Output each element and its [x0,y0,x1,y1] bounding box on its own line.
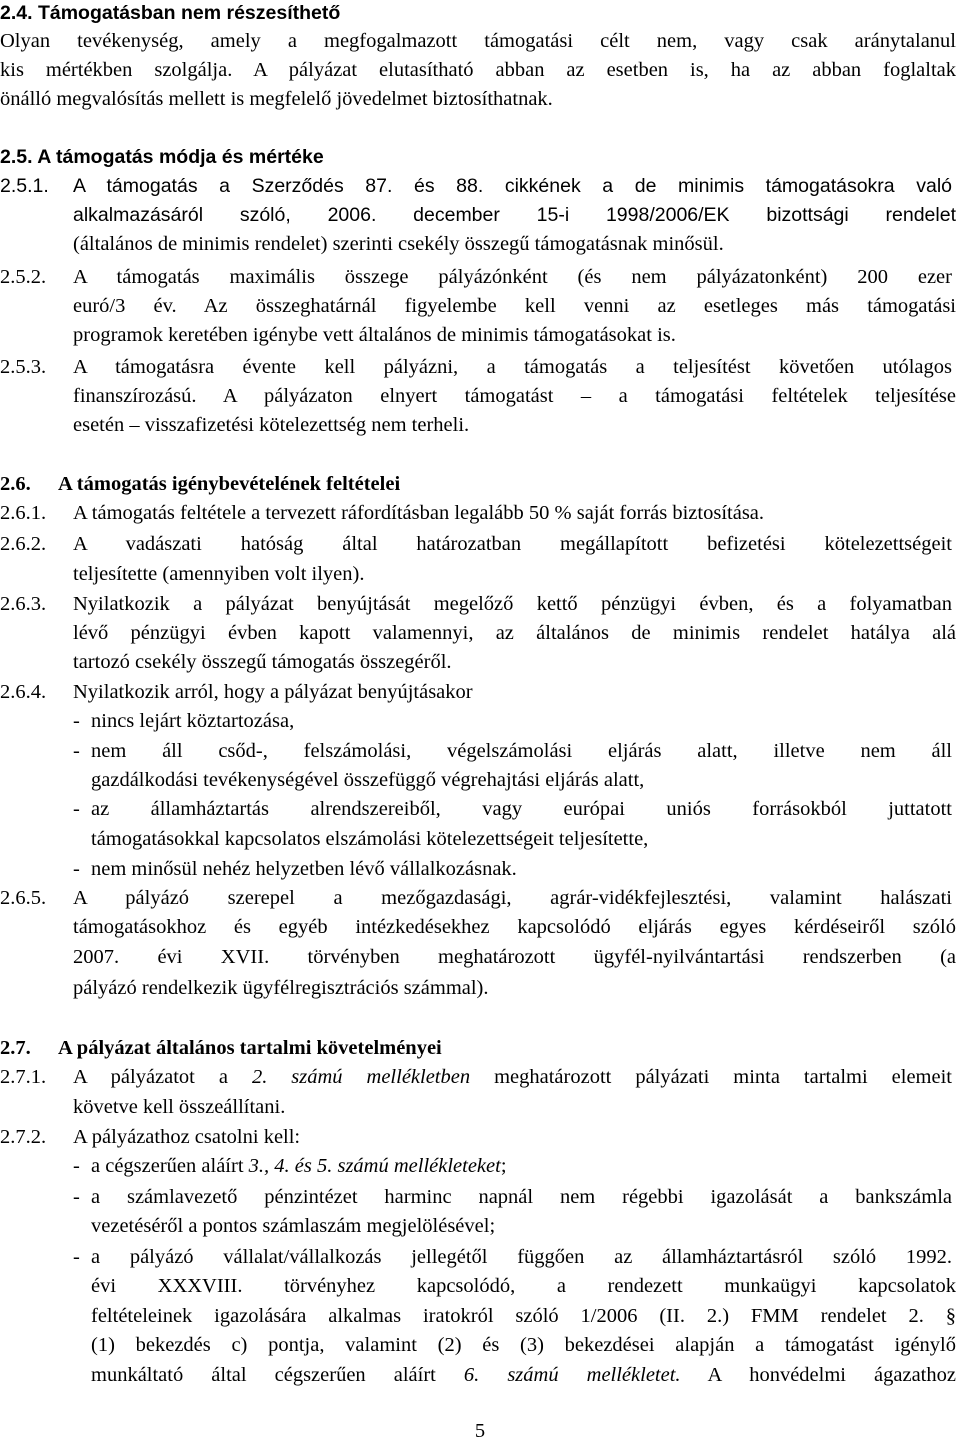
bullet-item [0,1243,956,1272]
italic-run: 2. számú mellékletben [251,1066,471,1088]
item-text: A vadászati hatóság által határozatban megállapított befizetési kötelezettségeit [73,533,952,555]
italic-run: 6. számú mellékletet. [463,1364,681,1386]
item-number: 2.7.1. [0,1066,47,1088]
item-2-6-3 [0,590,956,619]
item-text [73,1063,952,1092]
text-run: ; [500,1155,507,1177]
paragraph-line: kis mértékben szolgálja. A pályázat elutasítható abban az esetben is, ha az abban foglaltak [0,59,956,81]
item-2-6-2 [0,530,956,559]
section-title: A támogatás igénybevételének feltételei [58,473,401,495]
bullet-text: gazdálkodási tevékenységével összefüggő végrehajtási eljárás alatt, [91,769,645,791]
item-2-6-4 [0,678,956,707]
item-number: 2.5.2. [0,266,47,288]
text-run: A pályázatot a [73,1066,252,1088]
item-text: A támogatásra évente kell pályázni, a támogatás a teljesítést követően utólagos [73,356,952,378]
bullet-text: nincs lejárt köztartozása, [91,710,295,732]
bullet-item [0,707,956,736]
item-text: A pályázathoz csatolni kell: [73,1126,301,1148]
item-number: 2.6.1. [0,502,47,524]
dash-marker: - [73,798,80,820]
bullet-item [0,855,956,884]
bullet-item [0,1183,956,1212]
paragraph-line: önálló megvalósítás mellett is megfelelő jövedelmet biztosíthatnak. [0,88,553,110]
item-2-5-3 [0,353,956,382]
item-number: 2.5.1. [0,175,49,197]
item-text: teljesítette (amennyiben volt ilyen). [73,563,365,585]
item-2-7-2 [0,1123,956,1152]
bullet-text [91,1361,956,1390]
bullet-text: a számlavezető pénzintézet harminc napnál nem régebbi igazolását a bankszámla [91,1186,952,1208]
item-number: 2.5.3. [0,356,47,378]
bullet-text: a pályázó vállalat/vállalkozás jellegétől függően az államháztartásról szóló 1992. [91,1246,952,1268]
section-number: 2.6. [0,473,31,495]
italic-run: 3., 4. és 5. számú mellékleteket [248,1155,501,1177]
paragraph-line: Olyan tevékenység, amely a megfogalmazott támogatási célt nem, vagy csak aránytalanul [0,30,956,52]
item-2-6-1 [0,499,956,528]
item-text: finanszírozású. A pályázaton elnyert támogatást – a támogatási feltételek teljesítése [73,385,956,407]
item-text: (általános de minimis rendelet) szerinti csekély összegű támogatásnak minősül. [73,233,724,255]
item-text: Nyilatkozik a pályázat benyújtását megelőző kettő pénzügyi évben, és a folyamatban [73,593,952,615]
bullet-text: nem áll csőd-, felszámolási, végelszámolási eljárás alatt, illetve nem áll [91,740,952,762]
bullet-item [0,737,956,766]
item-number: 2.6.5. [0,887,47,909]
section-number: 2.7. [0,1037,31,1059]
item-text: A támogatás feltétele a tervezett ráfordításban legalább 50 % saját forrás biztosítása. [73,502,765,524]
item-number: 2.6.3. [0,593,47,615]
item-text: euró/3 év. Az összeghatárnál figyelembe kell venni az esetleges más támogatási [73,295,956,317]
bullet-text: (1) bekezdés c) pontja, valamint (2) és (3) bekezdései alapján a támogatást igénylő [91,1334,956,1356]
item-2-7-1 [0,1063,956,1092]
bullet-text [91,1152,507,1181]
section-heading-2-5: 2.5. A támogatás módja és mértéke [0,146,324,168]
bullet-text: vezetéséről a pontos számlaszám megjelölésével; [91,1215,496,1237]
section-title: A pályázat általános tartalmi követelményei [58,1037,442,1059]
bullet-text: évi XXXVIII. törvényhez kapcsolódó, a rendezett munkaügyi kapcsolatok [91,1275,956,1297]
dash-marker: - [73,710,80,732]
item-text: lévő pénzügyi évben kapott valamennyi, az általános de minimis rendelet hatálya alá [73,622,956,644]
dash-marker: - [73,1246,80,1268]
item-text: támogatásokhoz és egyéb intézkedésekhez kapcsolódó eljárás egyes kérdéseiről szóló [73,916,956,938]
item-text: pályázó rendelkezik ügyfélregisztrációs számmal). [73,977,489,999]
item-text: Nyilatkozik arról, hogy a pályázat benyújtásakor [73,681,473,703]
item-text: 2007. évi XVII. törvényben meghatározott ügyfél-nyilvántartási rendszerben (a [73,946,956,968]
text-run: A honvédelmi ágazathoz [680,1364,956,1386]
item-number: 2.6.4. [0,681,47,703]
text-run: a cégszerűen aláírt [91,1155,249,1177]
bullet-text: támogatásokkal kapcsolatos elszámolási kötelezettségeit teljesítette, [91,828,649,850]
text-run: munkáltató által cégszerűen aláírt [91,1364,464,1386]
item-text: programok keretében igénybe vett általános de minimis támogatásokat is. [73,324,676,346]
section-heading-2-6 [0,470,956,499]
bullet-item [0,795,956,824]
bullet-item [0,1152,956,1181]
item-text: esetén – visszafizetési kötelezettség nem terheli. [73,414,470,436]
dash-marker: - [73,858,80,880]
item-text: A támogatás maximális összege pályázónként (és nem pályázatonként) 200 ezer [73,266,952,288]
bullet-text: nem minősül nehéz helyzetben lévő vállalkozásnak. [91,858,517,880]
item-number: 2.6.2. [0,533,47,555]
dash-marker: - [73,1155,80,1177]
section-heading-2-7 [0,1034,956,1063]
item-2-5-2 [0,263,956,292]
item-text: követve kell összeállítani. [73,1096,286,1118]
item-2-6-5 [0,884,956,913]
dash-marker: - [73,740,80,762]
bullet-text: feltételeinek igazolására alkalmas iratokról szóló 1/2006 (II. 2.) FMM rendelet 2. § [91,1305,956,1327]
item-number: 2.7.2. [0,1126,47,1148]
item-text: alkalmazásáról szóló, 2006. december 15-i 1998/2006/EK bizottsági rendelet [73,204,956,226]
text-run: meghatározott pályázati minta tartalmi elemeit [470,1066,952,1088]
dash-marker: - [73,1186,80,1208]
item-text: A támogatás a Szerződés 87. és 88. cikkének a de minimis támogatásokra való [73,175,952,197]
section-heading-2-4: 2.4. Támogatásban nem részesíthető [0,2,341,24]
bullet-text: az államháztartás alrendszereiből, vagy európai uniós forrásokból juttatott [91,798,952,820]
item-text: A pályázó szerepel a mezőgazdasági, agrár-vidékfejlesztési, valamint halászati [73,887,952,909]
item-2-5-1 [0,172,956,201]
page-number: 5 [474,1420,486,1442]
item-text: tartozó csekély összegű támogatás összegéről. [73,651,452,673]
